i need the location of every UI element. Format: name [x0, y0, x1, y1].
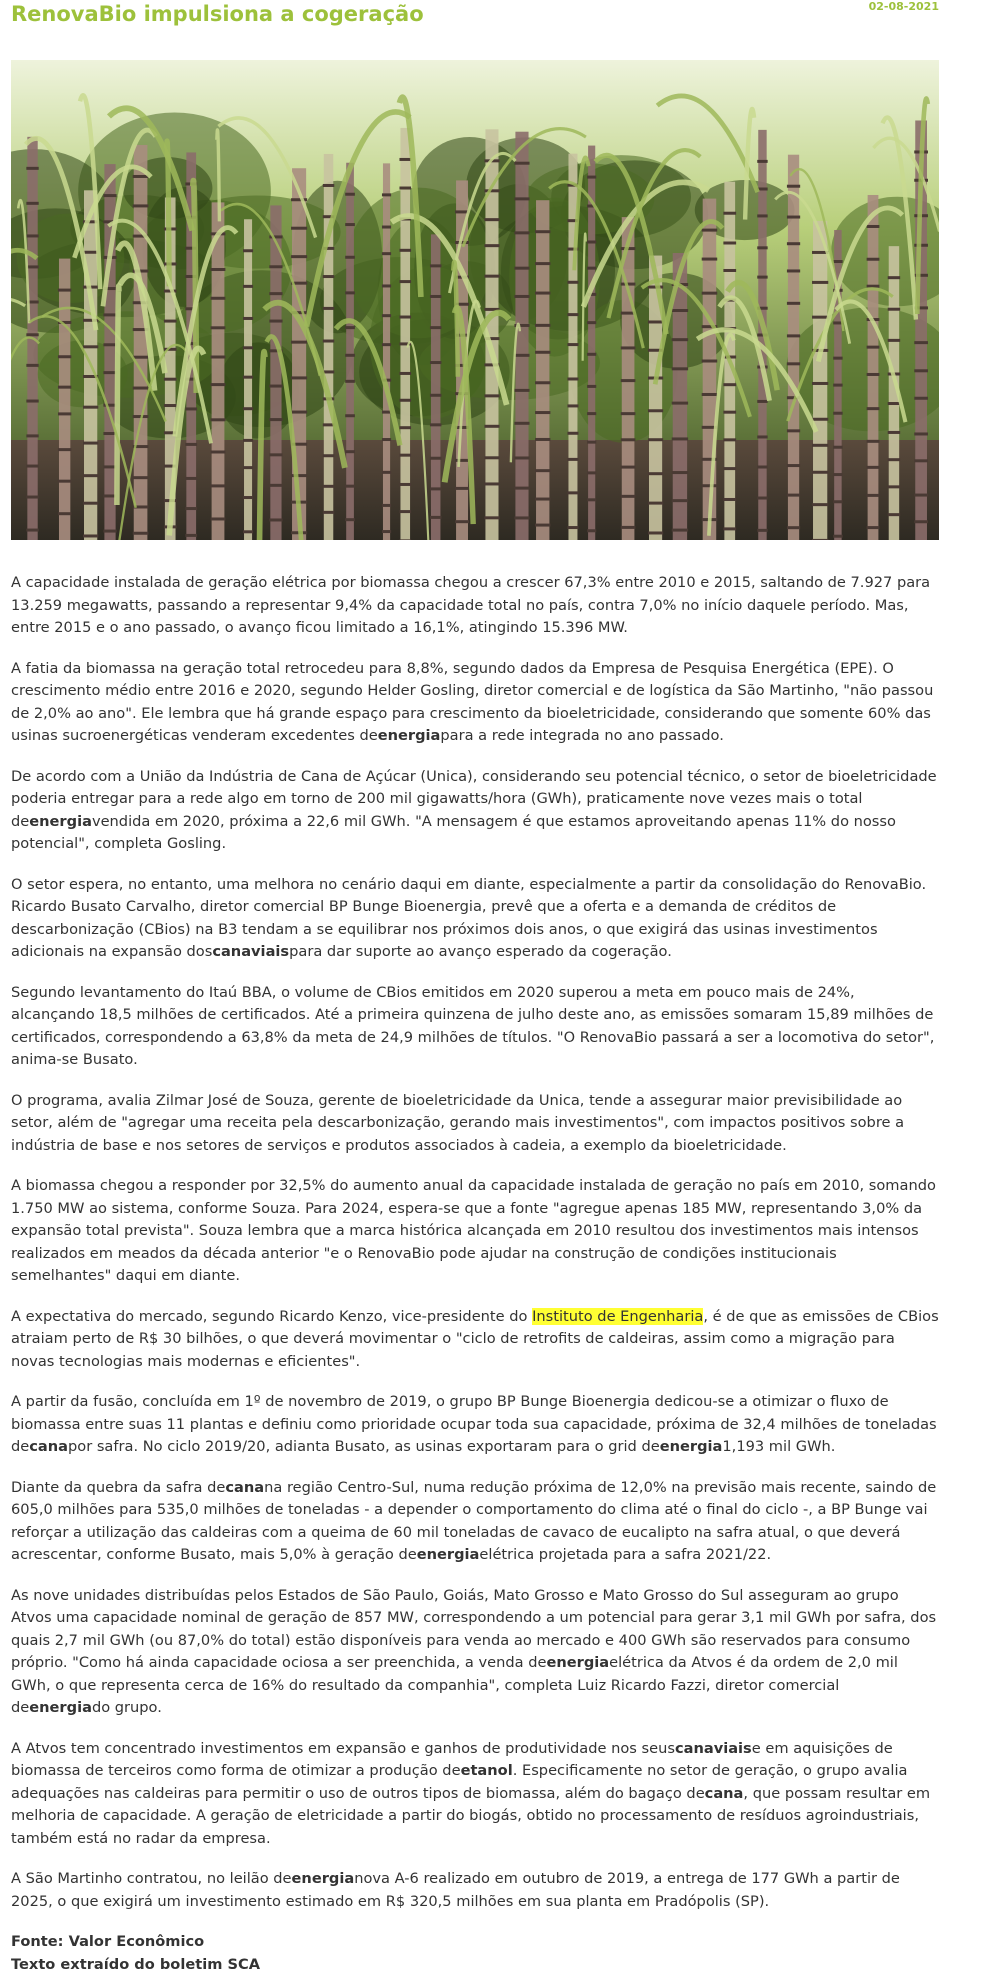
article-date: 02-08-2021	[869, 0, 939, 13]
paragraph-12: A Atvos tem concentrado investimentos em expansão e ganhos de produtividade nos seuscanaviaise em aquisições de biomassa de terceiros como forma de otimizar a produção deetanol. Especificamente no setor de geração, o grupo avalia adequações nas caldeiras para permitir o uso de outros tipos de biomassa, além do bagaço decana, que possam resultar em melhoria de capacidade. A geração de eletricidade a partir do biogás, obtido no processamento de resíduos agroindustriais, também está no radar da empresa.	[11, 1738, 939, 1851]
article-title: RenovaBio impulsiona a cogeração	[11, 2, 424, 26]
paragraph-11: As nove unidades distribuídas pelos Estados de São Paulo, Goiás, Mato Grosso e Mato Grosso do Sul asseguram ao grupo Atvos uma capacidade nominal de geração de 857 MW, correspondendo a um potencial para gerar 3,1 mil GWh por safra, dos quais 2,7 mil GWh (ou 87,0% do total) estão disponíveis para venda ao mercado e 400 GWh são reservados para consumo próprio. "Como há ainda capacidade ociosa a ser preenchida, a venda deenergiaelétrica da Atvos é da ordem de 2,0 mil GWh, o que representa cerca de 16% do resultado da companhia", completa Luiz Ricardo Fazzi, diretor comercial deenergiado grupo.	[11, 1585, 939, 1720]
source-credit: Fonte: Valor Econômico	[11, 1931, 939, 1954]
paragraph-4: O setor espera, no entanto, uma melhora no cenário daqui em diante, especialmente a partir da consolidação do RenovaBio. Ricardo Busato Carvalho, diretor comercial BP Bunge Bioenergia, prevê que a oferta e a demanda de créditos de descarbonização (CBios) na B3 tendam a se equilibrar nos próximos dois anos, o que exigirá das usinas investimentos adicionais na expansão doscanaviaispara dar suporte ao avanço esperado da cogeração.	[11, 874, 939, 964]
sugarcane-photo	[11, 60, 939, 540]
paragraph-3: De acordo com a União da Indústria de Cana de Açúcar (Unica), considerando seu potencial técnico, o setor de bioeletricidade poderia entregar para a rede algo em torno de 200 mil gigawatts/hora (GWh), praticamente nove vezes mais o total deenergiavendida em 2020, próxima a 22,6 mil GWh. "A mensagem é que estamos aproveitando apenas 11% do nosso potencial", completa Gosling.	[11, 766, 939, 856]
article-header	[11, 0, 939, 36]
sugarcane-field-image	[11, 60, 939, 540]
paragraph-10: Diante da quebra da safra decanana região Centro-Sul, numa redução próxima de 12,0% na previsão mais recente, saindo de 605,0 milhões para 535,0 milhões de toneladas - a depender o comportamento do clima até o final do ciclo -, a BP Bunge vai reforçar a utilização das caldeiras com a queima de 60 mil toneladas de cavaco de eucalipto na safra atual, o que deverá acrescentar, conforme Busato, mais 5,0% à geração deenergiaelétrica projetada para a safra 2021/22.	[11, 1477, 939, 1567]
paragraph-13: A São Martinho contratou, no leilão deenergianova A-6 realizado em outubro de 2019, a entrega de 177 GWh a partir de 2025, o que exigirá um investimento estimado em R$ 320,5 milhões em sua planta em Pradópolis (SP).	[11, 1868, 939, 1913]
paragraph-9: A partir da fusão, concluída em 1º de novembro de 2019, o grupo BP Bunge Bioenergia dedicou-se a otimizar o fluxo de biomassa entre suas 11 plantas e definiu como prioridade ocupar toda sua capacidade, próxima de 32,4 milhões de toneladas decanapor safra. No ciclo 2019/20, adianta Busato, as usinas exportaram para o grid deenergia1,193 mil GWh.	[11, 1391, 939, 1459]
highlighted-term: Instituto de Engenharia	[532, 1308, 703, 1325]
paragraph-1: A capacidade instalada de geração elétrica por biomassa chegou a crescer 67,3% entre 2010 e 2015, saltando de 7.927 para 13.259 megawatts, passando a representar 9,4% da capacidade total no país, contra 7,0% no início daquele período. Mas, entre 2015 e o ano passado, o avanço ficou limitado a 16,1%, atingindo 15.396 MW.	[11, 572, 939, 640]
paragraph-5: Segundo levantamento do Itaú BBA, o volume de CBios emitidos em 2020 superou a meta em pouco mais de 24%, alcançando 18,5 milhões de certificados. Até a primeira quinzena de julho deste ano, as emissões somaram 15,89 milhões de certificados, correspondendo a 63,8% da meta de 24,9 milhões de títulos. "O RenovaBio passará a ser a locomotiva do setor", anima-se Busato.	[11, 982, 939, 1072]
paragraph-8: A expectativa do mercado, segundo Ricardo Kenzo, vice-presidente do Instituto de Engenharia, é de que as emissões de CBios atraiam perto de R$ 30 bilhões, o que deverá movimentar o "ciclo de retrofits de caldeiras, assim como a migração para novas tecnologias mais modernas e eficientes".	[11, 1306, 939, 1374]
article-body	[11, 572, 939, 1976]
paragraph-7: A biomassa chegou a responder por 32,5% do aumento anual da capacidade instalada de geração no país em 2010, somando 1.750 MW ao sistema, conforme Souza. Para 2024, espera-se que a fonte "agregue apenas 185 MW, representando 3,0% da expansão total prevista". Souza lembra que a marca histórica alcançada em 2010 resultou dos investimentos mais intensos realizados em meados da década anterior "e o RenovaBio pode ajudar na construção de condições institucionais semelhantes" daqui em diante.	[11, 1175, 939, 1288]
extract-credit: Texto extraído do boletim SCA	[11, 1954, 939, 1976]
paragraph-2: A fatia da biomassa na geração total retrocedeu para 8,8%, segundo dados da Empresa de Pesquisa Energética (EPE). O crescimento médio entre 2016 e 2020, segundo Helder Gosling, diretor comercial e de logística da São Martinho, "não passou de 2,0% ao ano". Ele lembra que há grande espaço para crescimento da bioeletricidade, considerando que somente 60% das usinas sucroenergéticas venderam excedentes deenergiapara a rede integrada no ano passado.	[11, 658, 939, 748]
paragraph-6: O programa, avalia Zilmar José de Souza, gerente de bioeletricidade da Unica, tende a assegurar maior previsibilidade ao setor, além de "agregar uma receita pela descarbonização, gerando mais investimentos", com impactos positivos sobre a indústria de base e nos setores de serviços e produtos associados à cadeia, a exemplo da bioeletricidade.	[11, 1090, 939, 1158]
